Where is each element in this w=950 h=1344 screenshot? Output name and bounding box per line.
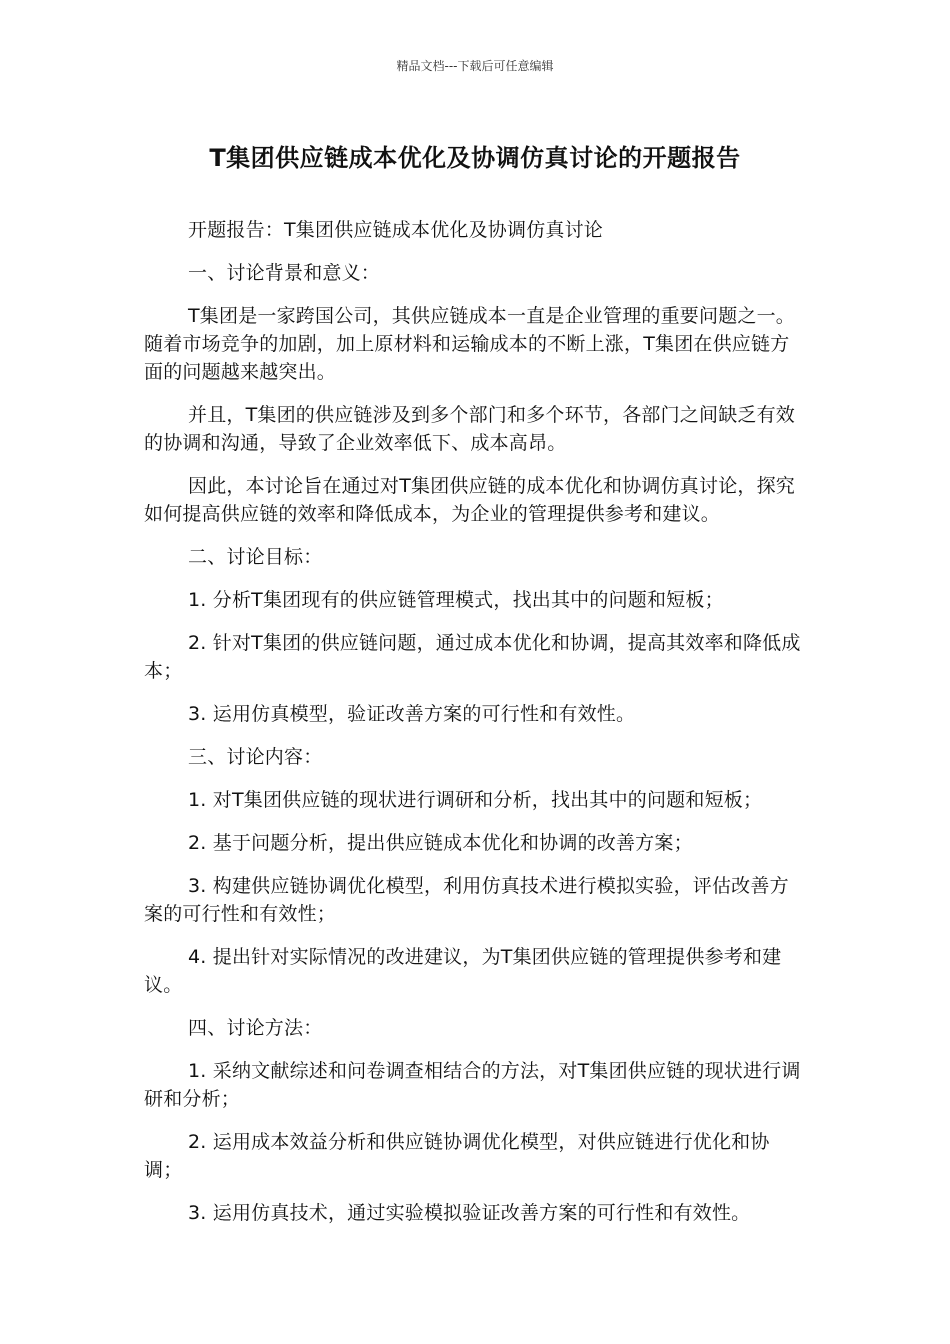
list-item: 1. 采纳文献综述和问卷调查相结合的方法，对T集团供应链的现状进行调研和分析； <box>144 1060 801 1110</box>
paragraph-report-title: 开题报告：T集团供应链成本优化及协调仿真讨论 <box>188 219 604 241</box>
list-item: 3. 运用仿真模型，验证改善方案的可行性和有效性。 <box>188 703 636 725</box>
paragraph: 因此，本讨论旨在通过对T集团供应链的成本优化和协调仿真讨论，探究如何提高供应链的效率和降低成本，为企业的管理提供参考和建议。 <box>144 475 796 525</box>
document-body <box>144 216 806 1242</box>
section-heading-methods: 四、讨论方法： <box>188 1017 323 1039</box>
list-item: 3. 运用仿真技术，通过实验模拟验证改善方案的可行性和有效性。 <box>188 1202 751 1224</box>
list-item: 4. 提出针对实际情况的改进建议，为T集团供应链的管理提供参考和建议。 <box>144 946 782 996</box>
list-item: 3. 构建供应链协调优化模型，利用仿真技术进行模拟实验，评估改善方案的可行性和有效性； <box>144 875 789 925</box>
list-item: 2. 基于问题分析，提出供应链成本优化和协调的改善方案； <box>188 832 693 854</box>
list-item: 2. 针对T集团的供应链问题，通过成本优化和协调，提高其效率和降低成本； <box>144 632 801 682</box>
section-heading-goals: 二、讨论目标： <box>188 546 323 568</box>
list-item: 2. 运用成本效益分析和供应链协调优化模型，对供应链进行优化和协调； <box>144 1131 770 1181</box>
list-item: 1. 分析T集团现有的供应链管理模式，找出其中的问题和短板； <box>188 589 724 611</box>
document-title: T集团供应链成本优化及协调仿真讨论的开题报告 <box>209 144 741 172</box>
page-header: 精品文档---下载后可任意编辑 <box>396 59 554 73</box>
paragraph: 并且，T集团的供应链涉及到多个部门和多个环节，各部门之间缺乏有效的协调和沟通，导致了企业效率低下、成本高昂。 <box>144 404 796 454</box>
section-heading-content: 三、讨论内容： <box>188 746 323 768</box>
paragraph: T集团是一家跨国公司，其供应链成本一直是企业管理的重要问题之一。随着市场竞争的加剧，加上原材料和运输成本的不断上涨，T集团在供应链方面的问题越来越突出。 <box>144 305 796 383</box>
section-heading-background: 一、讨论背景和意义： <box>188 262 381 284</box>
list-item: 1. 对T集团供应链的现状进行调研和分析，找出其中的问题和短板； <box>188 789 763 811</box>
